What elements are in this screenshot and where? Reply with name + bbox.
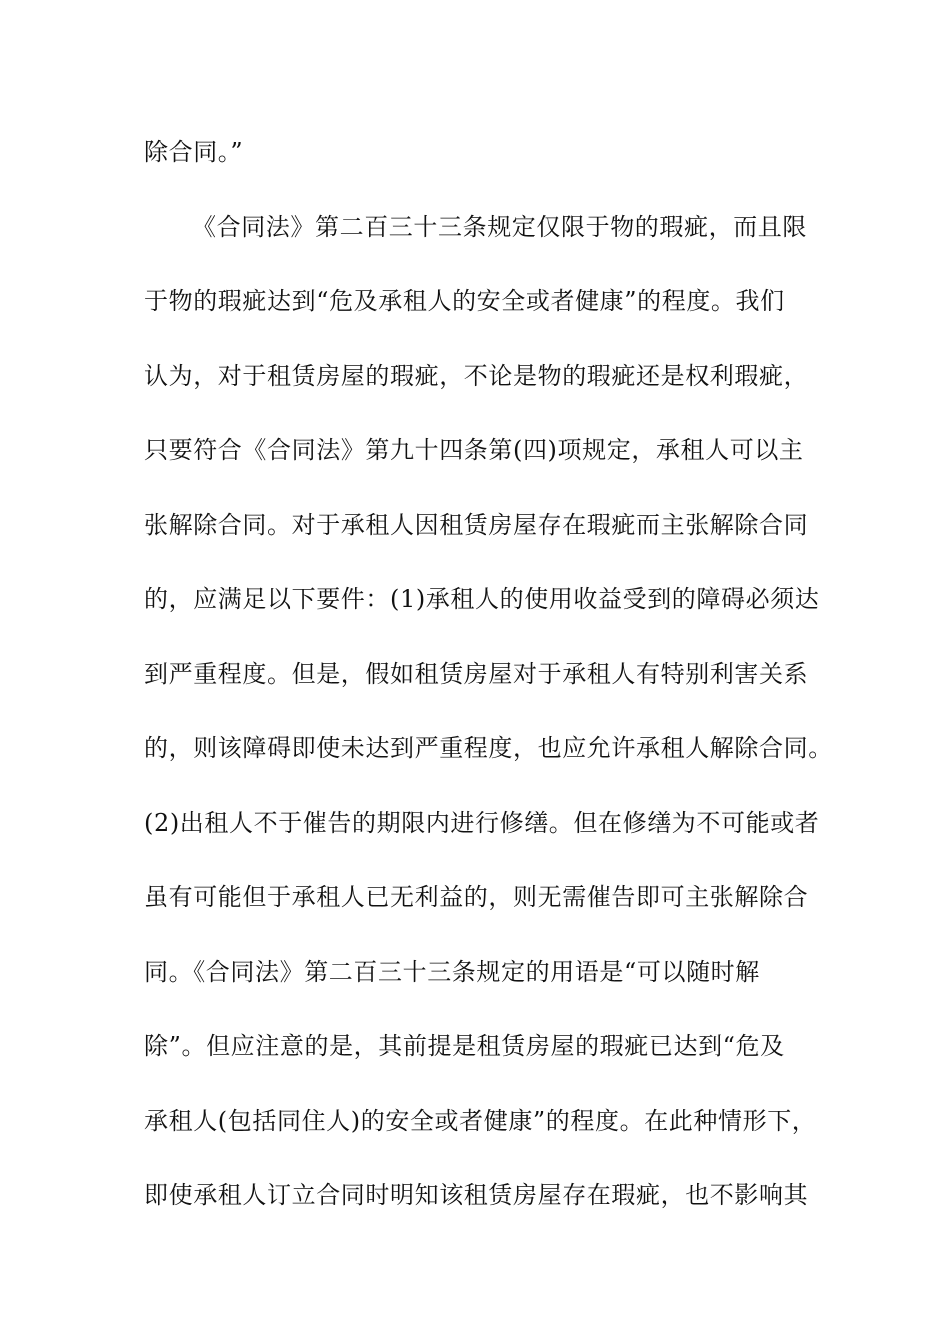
- text-line-10: (2)出租人不于催告的期限内进行修缮。但在修缮为不可能或者: [144, 808, 820, 837]
- text-line-5: 只要符合《合同法》第九十四条第(四)项规定，承租人可以主: [144, 436, 804, 464]
- text-line-6: 张解除合同。对于承租人因租赁房屋存在瑕疵而主张解除合同: [144, 510, 809, 539]
- text-line-9: 的，则该障碍即使未达到严重程度，也应允许承租人解除合同。: [144, 734, 833, 762]
- body-text: [144, 121, 833, 1239]
- text-line-15: 即使承租人订立合同时明知该租赁房屋存在瑕疵，也不影响其: [144, 1181, 809, 1209]
- text-line-7: 的，应满足以下要件：(1)承租人的使用收益受到的障碍必须达: [144, 585, 820, 613]
- text-line-3: 于物的瑕疵达到“危及承租人的安全或者健康”的程度。我们: [144, 287, 785, 315]
- text-line-12: 同。《合同法》第二百三十三条规定的用语是“可以随时解: [144, 957, 760, 986]
- text-line-13: 除”。但应注意的是，其前提是租赁房屋的瑕疵已达到“危及: [144, 1032, 785, 1060]
- text-line-8: 到严重程度。但是，假如租赁房屋对于承租人有特别利害关系: [144, 659, 809, 688]
- text-line-2: 《合同法》第二百三十三条规定仅限于物的瑕疵，而且限: [192, 212, 807, 241]
- text-line-4: 认为，对于租赁房屋的瑕疵，不论是物的瑕疵还是权利瑕疵，: [144, 361, 809, 390]
- text-line-14: 承租人(包括同住人)的安全或者健康”的程度。在此种情形下，: [144, 1106, 817, 1135]
- text-line-11: 虽有可能但于承租人已无利益的，则无需催告即可主张解除合: [144, 883, 809, 911]
- text-line-1: 除合同。”: [144, 138, 244, 166]
